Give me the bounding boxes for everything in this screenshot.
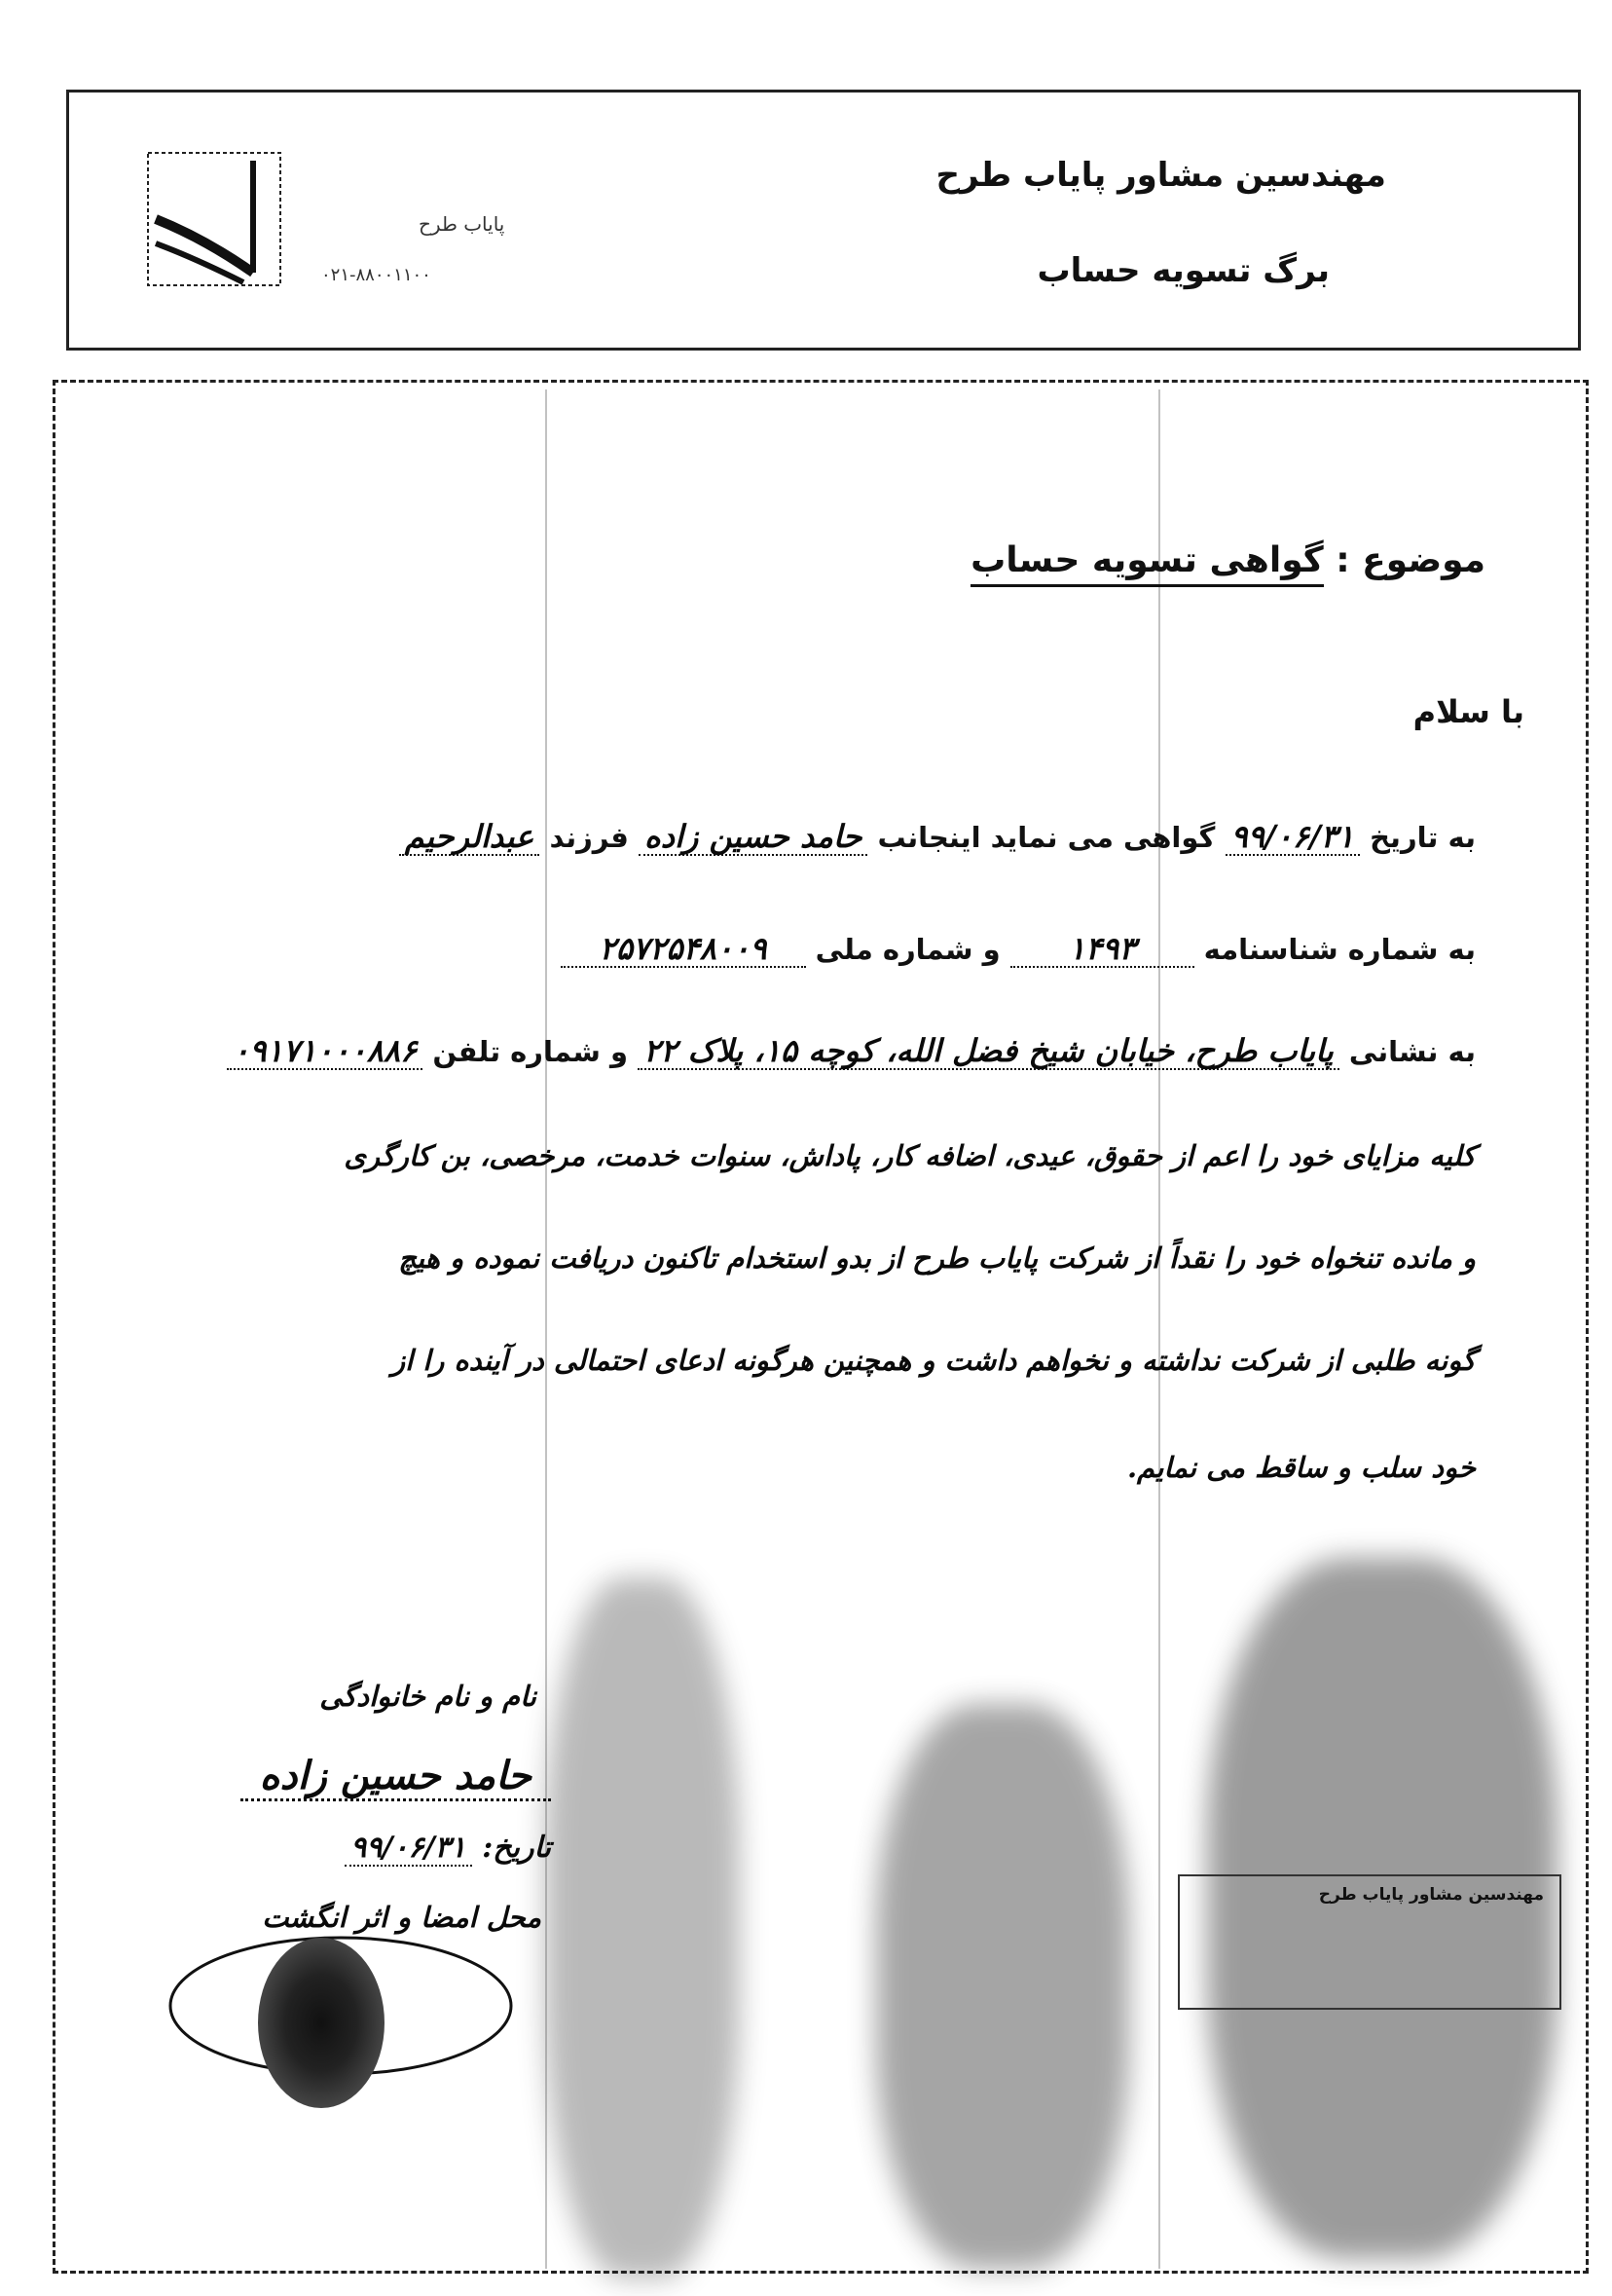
date-field (1226, 818, 1361, 856)
father-field (399, 818, 540, 856)
subject-line (971, 540, 1485, 580)
signature-date-value: ۹۹/۰۶/۳۱ (345, 1831, 472, 1867)
signature-date-label: تاریخ: (482, 1831, 551, 1865)
body-line-4: کلیه مزایای خود را اعم از حقوق، عیدی، اضافه کار، پاداش، سنوات خدمت، مرخصی، بن کارگری (344, 1139, 1476, 1172)
signature-name-label: نام و نام خانوادگی (319, 1680, 536, 1713)
address-field (638, 1032, 1339, 1070)
fingerprint-mark (258, 1938, 385, 2108)
logo-caption: پایاب طرح (419, 212, 505, 236)
child-of-label: فرزند (549, 821, 629, 854)
body-line-3 (227, 1032, 1476, 1069)
national-id-value: ۲۵۷۲۵۴۸۰۰۹ (599, 930, 767, 967)
id-number-field (1010, 930, 1194, 968)
logo-phone: ۰۲۱-۸۸۰۰۱۱۰۰ (321, 265, 431, 285)
father-name: عبدالرحیم (404, 818, 534, 855)
id-number-value: ۱۴۹۳ (1068, 930, 1136, 967)
fingerprint-label: محل امضا و اثر انگشت (262, 1901, 541, 1934)
salutation: با سلام (1412, 693, 1524, 730)
body-line-5: و مانده تنخواه خود را نقداً از شرکت پایاب طرح از بدو استخدام تاکنون دریافت نموده و هیچ (398, 1241, 1476, 1275)
subject-value: گواهی تسویه حساب (971, 540, 1324, 587)
date-label: به تاریخ (1370, 821, 1476, 854)
national-id-field (561, 930, 806, 968)
header-box (66, 90, 1581, 351)
signature-name: حامد حسین زاده (240, 1753, 551, 1801)
phone-label: و شماره تلفن (432, 1035, 628, 1068)
address-label: به نشانی (1348, 1035, 1476, 1068)
subject-label: موضوع : (1336, 540, 1485, 580)
address-value: پایاب طرح، خیابان شیخ فضل الله، کوچه ۱۵، پلاک ۲۲ (643, 1032, 1334, 1069)
body-line-7: خود سلب و ساقط می نمایم. (1126, 1451, 1476, 1484)
company-name: مهندسین مشاور پایاب طرح (935, 156, 1386, 195)
stamp-text: مهندسین مشاور پایاب طرح (1318, 1885, 1544, 1905)
certify-text: گواهی می نماید اینجانب (877, 821, 1216, 854)
name-field (639, 818, 867, 856)
national-id-label: و شماره ملی (815, 933, 1001, 966)
body-line-1 (399, 818, 1476, 855)
body-line-6: گونه طلبی از شرکت نداشته و نخواهم داشت و همچنین هرگونه ادعای احتمالی در آینده را از (391, 1344, 1476, 1377)
phone-field (227, 1032, 422, 1070)
date-value: ۹۹/۰۶/۳۱ (1230, 818, 1355, 855)
signature-date (345, 1831, 551, 1865)
employee-name: حامد حسین زاده (643, 818, 862, 855)
id-number-label: به شماره شناسنامه (1203, 933, 1476, 966)
phone-value: ۰۹۱۷۱۰۰۰۸۸۶ (233, 1032, 418, 1069)
body-line-2 (561, 930, 1476, 967)
company-logo (146, 151, 282, 287)
form-title: برگ تسویه حساب (1037, 251, 1330, 290)
